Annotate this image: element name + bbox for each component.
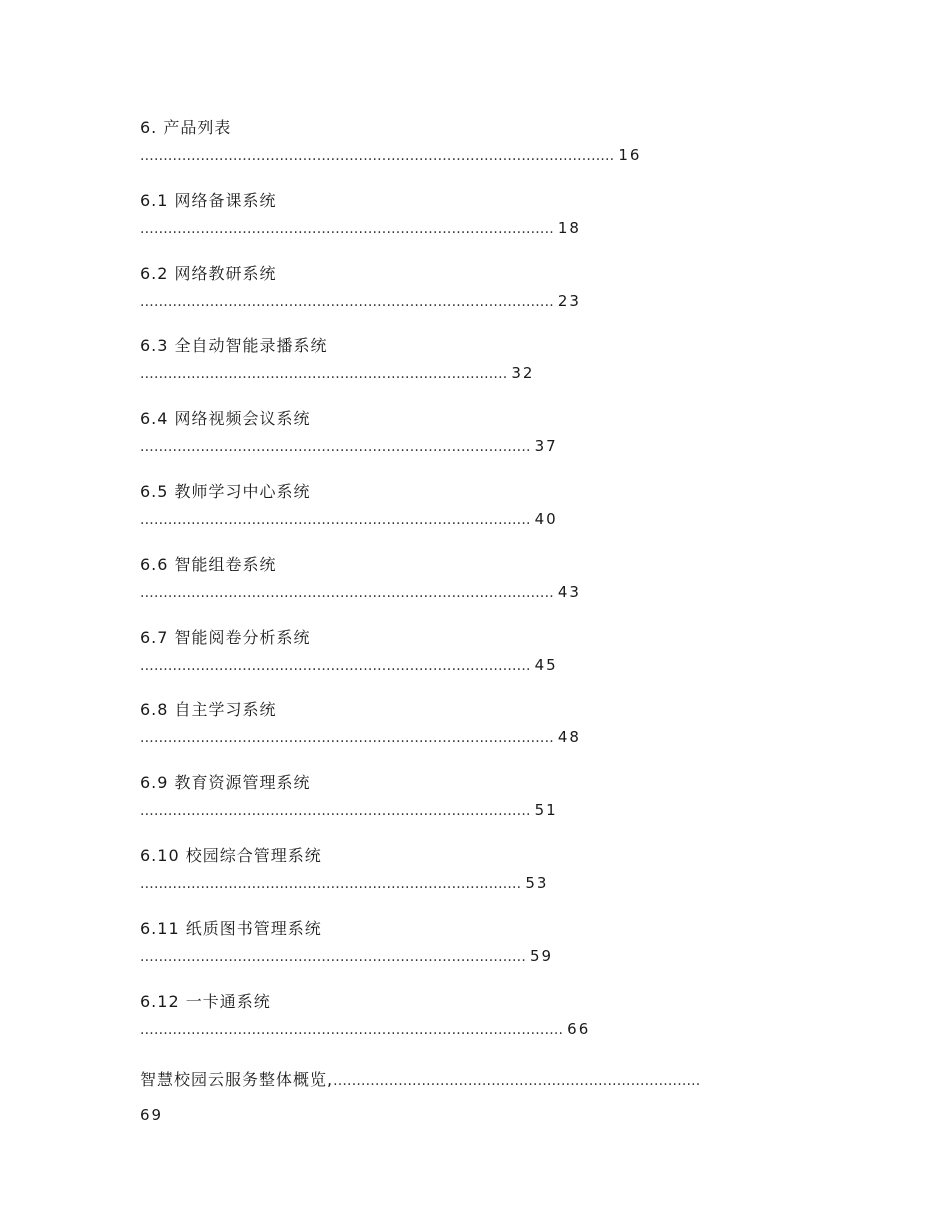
toc-page-number: 16 (618, 146, 642, 164)
leader-dots: ...................................................................................................... (140, 148, 615, 164)
leader-dots: .................................................................................. (140, 875, 522, 892)
leader-dots: ............................................................................... (140, 366, 508, 383)
toc-page-number: 51 (534, 801, 558, 820)
toc-entry-overview[interactable] (140, 1063, 820, 1143)
toc-entry[interactable] (140, 772, 820, 845)
leader-dots: .................................................................................... (140, 803, 531, 820)
toc-entry[interactable] (140, 335, 820, 408)
toc-entry-title: 智慧校园云服务整体概览, (140, 1070, 334, 1090)
toc-entry-title: 6.4 网络视频会议系统 (140, 409, 311, 429)
toc-entry-title: 6.10 校园综合管理系统 (140, 845, 322, 865)
toc-entry[interactable] (140, 190, 820, 263)
toc-entry[interactable] (140, 991, 820, 1064)
toc-entry[interactable] (140, 117, 820, 190)
toc-entry-leader (140, 1018, 590, 1041)
toc-entry[interactable] (140, 627, 820, 700)
toc-entry-title: 6.12 一卡通系统 (140, 991, 271, 1011)
toc-entry-leader (140, 217, 581, 240)
toc-entry-title: 6. 产品列表 (140, 118, 232, 137)
toc-entry-leader (140, 362, 534, 385)
toc-page-number: 48 (557, 728, 581, 747)
toc-page-number: 66 (567, 1019, 591, 1038)
toc-entry-leader (140, 508, 558, 531)
leader-dots: .................................................................................... (140, 511, 531, 528)
toc-entry-leader (140, 654, 558, 677)
toc-entry-leader (140, 581, 581, 604)
toc-entry[interactable] (140, 699, 820, 772)
toc-entry-title: 6.3 全自动智能录播系统 (140, 336, 328, 356)
toc-page-number: 40 (534, 509, 558, 528)
toc-entry-leader (140, 290, 581, 313)
toc-entry-leader (140, 435, 558, 458)
toc-entry[interactable] (140, 918, 820, 991)
toc-entry-leader (140, 872, 548, 895)
toc-page-number: 37 (534, 437, 558, 456)
leader-dots: .................................................................................... (140, 657, 531, 674)
toc-entry[interactable] (140, 408, 820, 481)
table-of-contents (140, 117, 820, 1143)
toc-page-number: 53 (525, 873, 549, 892)
toc-entry-title: 6.9 教育资源管理系统 (140, 773, 311, 793)
leader-dots: ......................................................................................... (140, 293, 554, 310)
toc-page-number: 32 (511, 364, 535, 383)
toc-page-number: 45 (534, 655, 558, 674)
toc-entry-leader (140, 726, 581, 749)
toc-entry-leader (140, 945, 553, 968)
leader-dots: ............................................................................... (333, 1073, 701, 1090)
leader-dots: ......................................................................................... (140, 730, 554, 747)
toc-page-number: 18 (557, 218, 581, 237)
toc-entry-title: 6.7 智能阅卷分析系统 (140, 627, 311, 647)
leader-dots: ................................................................................... (140, 948, 526, 965)
toc-entry-wrapped-text (140, 1063, 820, 1132)
toc-entry[interactable] (140, 263, 820, 336)
toc-entry[interactable] (140, 845, 820, 918)
toc-entry-leader (140, 144, 641, 167)
leader-dots: .................................................................................... (140, 439, 531, 456)
toc-entry-title: 6.8 自主学习系统 (140, 700, 277, 720)
toc-page-number: 43 (557, 582, 581, 601)
toc-entry-title: 6.5 教师学习中心系统 (140, 481, 311, 501)
toc-entry-title: 6.11 纸质图书管理系统 (140, 918, 322, 938)
toc-page-number: 69 (140, 1106, 164, 1125)
toc-entry[interactable] (140, 554, 820, 627)
toc-entry-title: 6.6 智能组卷系统 (140, 554, 277, 574)
toc-entry-title: 6.1 网络备课系统 (140, 190, 277, 210)
toc-page-number: 23 (557, 291, 581, 310)
leader-dots: ........................................................................................... (140, 1021, 564, 1038)
leader-dots: ......................................................................................... (140, 584, 554, 601)
toc-entry-title: 6.2 网络教研系统 (140, 263, 277, 283)
leader-dots: ......................................................................................... (140, 220, 554, 237)
toc-page-number: 59 (529, 946, 554, 965)
toc-entry[interactable] (140, 481, 820, 554)
toc-entry-leader (140, 799, 558, 822)
